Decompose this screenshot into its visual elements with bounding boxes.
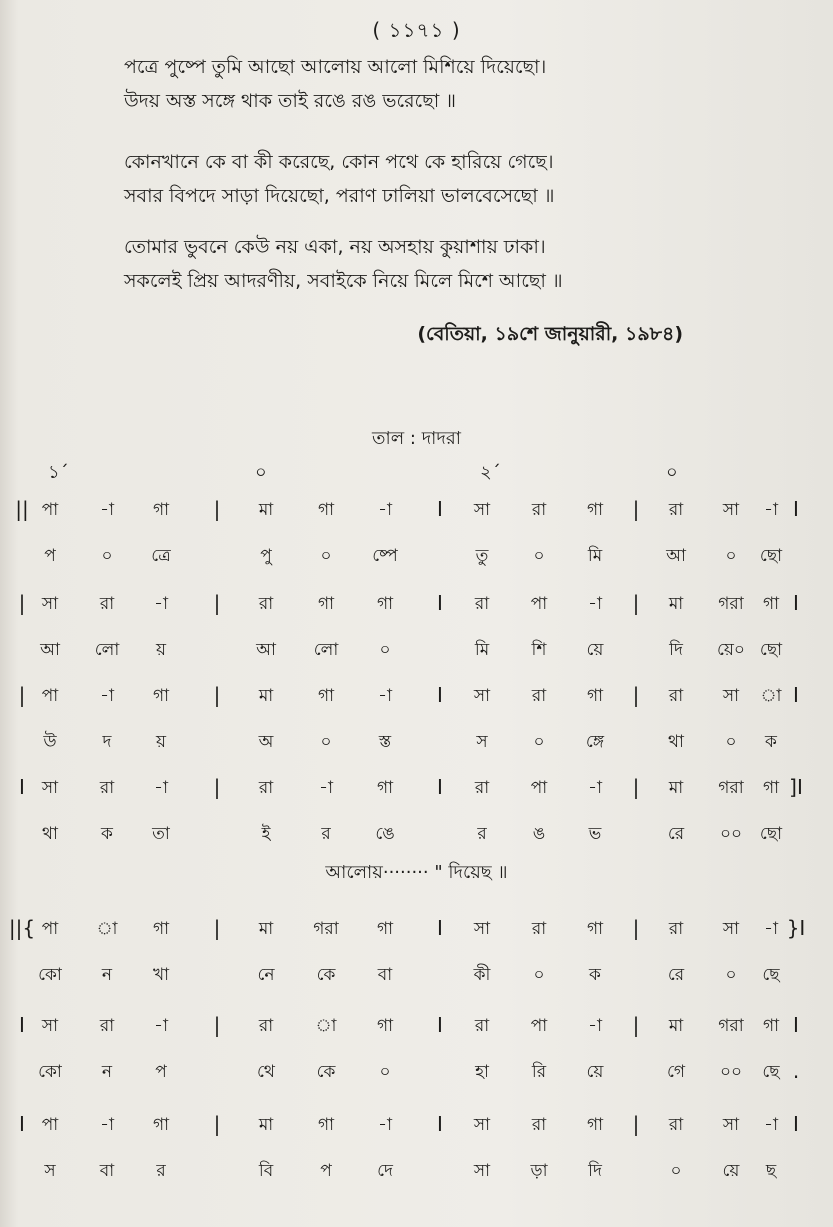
bar-line: | (18, 591, 26, 615)
lyric-syllable: ০০ (719, 824, 743, 844)
swara-note: পা (41, 686, 59, 706)
swara-row (0, 497, 833, 523)
lyric-syllable: রি (531, 1062, 547, 1082)
lyric-syllable: ছে (762, 1062, 780, 1082)
swara-note: গা (317, 686, 335, 706)
lyric-syllable: নে (257, 965, 275, 985)
bar-line: I (437, 591, 443, 615)
lyric-syllable: দি (669, 640, 683, 660)
swara-note: রা (99, 1016, 115, 1036)
bar-line: I (437, 1013, 443, 1037)
lyric-syllable: স্ত (378, 732, 392, 752)
lyric-syllable: শি (531, 640, 547, 660)
swara-note: গা (586, 919, 604, 939)
swara-note: গা (152, 500, 170, 520)
lyric-syllable: ০ (725, 546, 737, 566)
lyric-row (0, 962, 833, 988)
swara-row (0, 1112, 833, 1138)
bar-line: | (213, 591, 221, 615)
swara-note: গা (152, 919, 170, 939)
lyric-syllable: লো (313, 640, 339, 660)
swara-note: গা (317, 500, 335, 520)
lyric-syllable: ঙ্গে (585, 732, 605, 752)
swara-note: -া (154, 594, 168, 614)
lyric-row (0, 1158, 833, 1184)
lyric-syllable: দ (102, 732, 112, 752)
verse-line: সকলেই প্রিয় আদরণীয়, সবাইকে নিয়ে মিলে মিশে আছো ॥ (124, 270, 563, 292)
lyric-syllable: র (321, 824, 331, 844)
lyric-row (0, 821, 833, 847)
lyric-syllable: ০ (101, 546, 113, 566)
swara-note: পা (530, 1016, 548, 1036)
bar-line: | (213, 497, 221, 521)
bar-line: | (632, 591, 640, 615)
swara-note: সা (41, 778, 59, 798)
swara-note: গরা (718, 1016, 744, 1036)
swara-note: রা (99, 778, 115, 798)
beat-mark: ১´ (48, 462, 69, 483)
swara-note: রা (531, 686, 547, 706)
lyric-syllable: ক (589, 965, 601, 985)
lyric-syllable: থে (257, 1062, 275, 1082)
swara-note: গা (376, 594, 394, 614)
swara-note: -া (378, 1115, 392, 1135)
verse-line: কোনখানে কে বা কী করেছে, কোন পথে কে হারিয়ে গেছে। (124, 151, 554, 173)
lyric-syllable: ০ (533, 546, 545, 566)
swara-note: রা (668, 1115, 684, 1135)
verse-line: উদয় অস্ত সঙ্গে থাক তাই রঙে রঙ ভরেছো ॥ (124, 90, 457, 112)
lyric-syllable: মি (474, 640, 490, 660)
lyric-syllable: কো (38, 1062, 62, 1082)
bar-line: || (15, 497, 29, 521)
verse-line: পত্রে পুষ্পে তুমি আছো আলোয় আলো মিশিয়ে দিয়েছো। (124, 56, 547, 78)
swara-note: রা (474, 594, 490, 614)
swara-note: গা (376, 919, 394, 939)
taal-heading: তাল : দাদরা (372, 428, 461, 449)
swara-note: মা (668, 594, 684, 614)
lyric-syllable: ছে (762, 965, 780, 985)
lyric-syllable: ন (101, 965, 113, 985)
lyric-syllable: ০০ (719, 1062, 743, 1082)
swara-note: রা (258, 778, 274, 798)
lyric-syllable: কো (38, 965, 62, 985)
lyric-syllable: ০ (320, 732, 332, 752)
lyric-syllable: হা (475, 1062, 489, 1082)
lyric-syllable: য়ে (586, 1062, 604, 1082)
swara-note: রা (531, 1115, 547, 1135)
bar-line: | (18, 683, 26, 707)
verse-line: তোমার ভুবনে কেউ নয় একা, নয় অসহায় কুয়াশায় ঢাকা। (124, 236, 546, 258)
swara-note: মা (258, 1115, 274, 1135)
lyric-syllable: ভ (588, 824, 602, 844)
swara-note: -া (100, 686, 114, 706)
bar-line: I (19, 1013, 25, 1037)
swara-note: পা (530, 594, 548, 614)
swara-note: সা (41, 1016, 59, 1036)
swara-note: রা (668, 500, 684, 520)
composition-signature: (বেতিয়া, ১৯শে জানুয়ারী, ১৯৮৪) (417, 323, 683, 345)
swara-note: -া (764, 1115, 778, 1135)
lyric-syllable: য় (155, 732, 167, 752)
lyric-syllable: কী (473, 965, 491, 985)
swara-note: -া (764, 500, 778, 520)
lyric-syllable: ০ (320, 546, 332, 566)
lyric-syllable: ড়া (530, 1161, 548, 1181)
swara-note: গা (586, 500, 604, 520)
lyric-syllable: বি (258, 1161, 274, 1181)
lyric-syllable: য়ে০ (717, 640, 745, 660)
lyric-syllable: ক (101, 824, 113, 844)
verse-2 (124, 145, 555, 213)
lyric-syllable: পু (260, 546, 272, 566)
lyric-syllable: ০ (725, 732, 737, 752)
lyric-syllable: আ (40, 640, 60, 660)
bar-line: | (632, 683, 640, 707)
swara-note: রা (474, 778, 490, 798)
swara-note: গরা (313, 919, 339, 939)
swara-note: সা (722, 919, 740, 939)
lyric-syllable: ই (261, 824, 271, 844)
lyric-syllable: ০ (670, 1161, 682, 1181)
lyric-syllable: ঙ (532, 824, 546, 844)
lyric-syllable: থা (42, 824, 58, 844)
lyric-syllable: ছো (759, 824, 783, 844)
swara-note: রা (99, 594, 115, 614)
lyric-syllable: গে (666, 1062, 686, 1082)
swara-note: -া (378, 686, 392, 706)
bar-line: ||{ (8, 916, 36, 940)
bar-line: I (19, 1112, 25, 1136)
swara-note: সা (41, 594, 59, 614)
swara-note: -া (588, 778, 602, 798)
swara-note: -া (588, 594, 602, 614)
swara-note: সা (473, 500, 491, 520)
lyric-syllable: লো (94, 640, 120, 660)
lyric-row (0, 1059, 833, 1085)
lyric-syllable: ০ (533, 965, 545, 985)
bar-line: | (213, 1112, 221, 1136)
lyric-syllable: আ (256, 640, 276, 660)
lyric-syllable: ছো (759, 640, 783, 660)
lyric-syllable: ০ (379, 640, 391, 660)
swara-note: গা (317, 1115, 335, 1135)
lyric-syllable: সা (473, 1161, 491, 1181)
swara-note: -া (378, 500, 392, 520)
swara-row (0, 916, 833, 942)
swara-note: গরা (718, 594, 744, 614)
swara-note: রা (668, 919, 684, 939)
bar-line: I (19, 775, 25, 799)
swara-note: মা (258, 500, 274, 520)
bar-line: . (792, 1059, 800, 1083)
swara-note: মা (668, 778, 684, 798)
swara-note: া (96, 919, 118, 939)
bar-line: I (793, 683, 799, 707)
lyric-syllable: দি (588, 1161, 602, 1181)
beat-mark: ০ (666, 462, 678, 483)
lyric-syllable: খা (152, 965, 170, 985)
swara-note: সা (722, 1115, 740, 1135)
bar-line: ]I (789, 775, 803, 799)
lyric-syllable: ছো (759, 546, 783, 566)
swara-note: পা (41, 500, 59, 520)
swara-note: া (760, 686, 782, 706)
beat-mark: ২´ (480, 462, 501, 483)
bar-line: | (632, 916, 640, 940)
lyric-syllable: কে (316, 1062, 336, 1082)
swara-note: গা (317, 594, 335, 614)
swara-row (0, 1013, 833, 1039)
swara-note: গা (762, 594, 780, 614)
swara-note: সা (473, 1115, 491, 1135)
swara-note: মা (668, 1016, 684, 1036)
lyric-syllable: স (476, 732, 488, 752)
bar-line: | (632, 1013, 640, 1037)
swara-note: রা (531, 500, 547, 520)
refrain-line: আলোয়········ " দিয়েছ ॥ (325, 862, 508, 883)
lyric-syllable: ছ (765, 1161, 777, 1181)
swara-note: গা (376, 778, 394, 798)
lyric-syllable: আ (666, 546, 686, 566)
lyric-syllable: দে (377, 1161, 393, 1181)
beat-marks (0, 458, 833, 484)
swara-row (0, 775, 833, 801)
lyric-syllable: ০ (379, 1062, 391, 1082)
lyric-syllable: ক (765, 732, 777, 752)
swara-note: রা (474, 1016, 490, 1036)
swara-note: পা (41, 919, 59, 939)
swara-note: গা (152, 686, 170, 706)
bar-line: | (632, 1112, 640, 1136)
bar-line: I (793, 1013, 799, 1037)
swara-note: রা (258, 1016, 274, 1036)
swara-note: -া (154, 778, 168, 798)
swara-note: মা (258, 919, 274, 939)
lyric-syllable: প (320, 1161, 332, 1181)
lyric-row (0, 637, 833, 663)
bar-line: I (437, 916, 443, 940)
lyric-syllable: রে (667, 965, 685, 985)
swara-note: রা (668, 686, 684, 706)
bar-line: I (437, 497, 443, 521)
lyric-syllable: তু (475, 546, 489, 566)
swara-note: গা (152, 1115, 170, 1135)
swara-note: মা (258, 686, 274, 706)
lyric-syllable: ত্রে (151, 546, 171, 566)
swara-note: সা (722, 686, 740, 706)
swara-note: গা (762, 778, 780, 798)
swara-note: -া (100, 1115, 114, 1135)
bar-line: I (437, 775, 443, 799)
lyric-syllable: অ (258, 732, 274, 752)
lyric-syllable: ০ (533, 732, 545, 752)
bar-line: I (437, 683, 443, 707)
swara-note: া (315, 1016, 337, 1036)
swara-note: -া (588, 1016, 602, 1036)
lyric-row (0, 543, 833, 569)
bar-line: | (213, 1013, 221, 1037)
bar-line: | (213, 775, 221, 799)
lyric-syllable: কে (316, 965, 336, 985)
swara-note: -া (154, 1016, 168, 1036)
bar-line: I (793, 497, 799, 521)
swara-note: গা (762, 1016, 780, 1036)
lyric-syllable: য়ে (586, 640, 604, 660)
bar-line: | (632, 775, 640, 799)
bar-line: I (793, 591, 799, 615)
swara-note: পা (41, 1115, 59, 1135)
lyric-syllable: মি (587, 546, 603, 566)
bar-line: I (437, 1112, 443, 1136)
lyric-syllable: র (156, 1161, 166, 1181)
swara-row (0, 683, 833, 709)
lyric-syllable: উ (43, 732, 57, 752)
verse-line: সবার বিপদে সাড়া দিয়েছো, পরাণ ঢালিয়া ভালবেসেছো ॥ (124, 185, 555, 207)
lyric-syllable: প (155, 1062, 167, 1082)
swara-note: রা (531, 919, 547, 939)
swara-note: -া (764, 919, 778, 939)
bar-line: I (793, 1112, 799, 1136)
lyric-syllable: ঙে (375, 824, 395, 844)
lyric-syllable: ন (101, 1062, 113, 1082)
swara-row (0, 591, 833, 617)
swara-note: -া (319, 778, 333, 798)
lyric-syllable: তা (152, 824, 170, 844)
swara-note: গা (376, 1016, 394, 1036)
page-number: ( ১১৭১ ) (372, 18, 461, 42)
lyric-syllable: য় (155, 640, 167, 660)
swara-note: -া (100, 500, 114, 520)
bar-line: | (213, 683, 221, 707)
lyric-syllable: ষ্পে (372, 546, 398, 566)
lyric-syllable: থা (668, 732, 684, 752)
swara-note: সা (722, 500, 740, 520)
lyric-syllable: বা (99, 1161, 115, 1181)
lyric-syllable: স (44, 1161, 56, 1181)
lyric-syllable: বা (377, 965, 393, 985)
swara-note: গা (586, 686, 604, 706)
verse-3 (124, 230, 563, 298)
lyric-row (0, 729, 833, 755)
bar-line: | (632, 497, 640, 521)
swara-note: সা (473, 919, 491, 939)
lyric-syllable: ০ (725, 965, 737, 985)
lyric-syllable: রে (667, 824, 685, 844)
swara-note: গা (586, 1115, 604, 1135)
lyric-syllable: প (44, 546, 56, 566)
bar-line: }I (786, 916, 806, 940)
swara-note: সা (473, 686, 491, 706)
swara-note: গরা (718, 778, 744, 798)
beat-mark: ০ (255, 462, 267, 483)
lyric-syllable: য়ে (722, 1161, 740, 1181)
bar-line: | (213, 916, 221, 940)
lyric-syllable: র (477, 824, 487, 844)
swara-note: রা (258, 594, 274, 614)
verse-1 (124, 50, 546, 118)
swara-note: পা (530, 778, 548, 798)
